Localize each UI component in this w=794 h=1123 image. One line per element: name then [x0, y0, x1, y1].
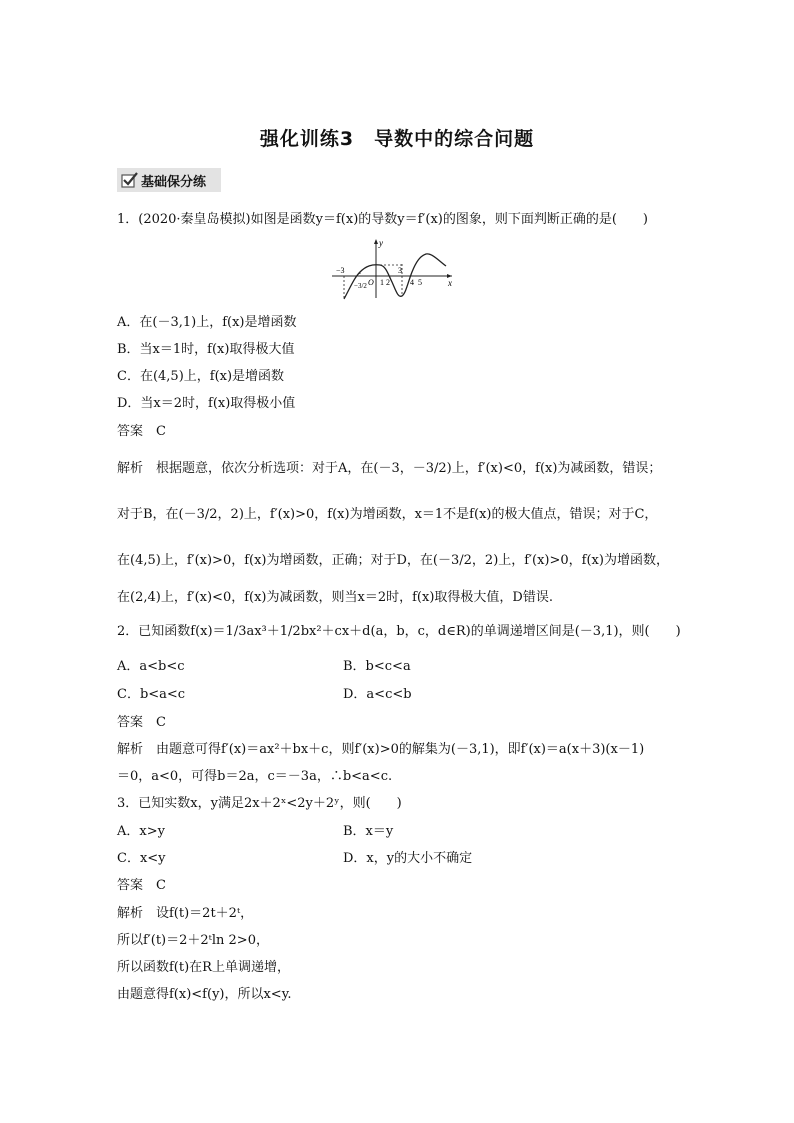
graph-label-2: 2 [386, 278, 390, 287]
q1-analysis-line-3: 在(4,5)上，f′(x)>0，f(x)为增函数，正确；对于D，在(－3/2，2)上，f′(x)>0，f(x)为增函数， [117, 553, 669, 568]
graph-label-1: 1 [380, 278, 384, 287]
q1-answer: 答案 C [117, 424, 166, 439]
derivative-graph [326, 236, 456, 300]
q1-option-b: B．当x＝1时，f(x)取得极大值 [117, 342, 295, 357]
q2-analysis-line-2: ＝0，a<0，可得b＝2a，c＝－3a，∴b<a<c. [117, 769, 393, 784]
q2-analysis-line-1: 解析 由题意可得f′(x)＝ax²＋bx＋c，则f′(x)>0的解集为(－3,1)，即f′(x)＝a(x＋3)(x－1) [117, 742, 645, 757]
q2-answer: 答案 C [117, 715, 166, 730]
q3-analysis-line-2: 所以f′(t)＝2＋2ᵗln 2>0， [117, 933, 269, 948]
graph-label-4: 4 [410, 278, 414, 287]
section-header [117, 168, 221, 192]
q2-option-b: B．b<c<a [343, 659, 411, 674]
graph-label-origin: O [368, 278, 374, 287]
graph-label-5: 5 [418, 278, 422, 287]
q3-answer: 答案 C [117, 878, 166, 893]
q3-analysis-line-1: 解析 设f(t)＝2t＋2ᵗ， [117, 906, 254, 921]
check-icon [120, 171, 138, 189]
q2-stem: 2．已知函数f(x)＝1/3ax³＋1/2bx²＋cx＋d(a，b，c，d∈R)的单调递增区间是(－3,1)，则( ) [117, 624, 681, 639]
graph-label-neg1-5: −3/2 [354, 282, 367, 290]
q2-option-c: C．b<a<c [117, 687, 186, 702]
q3-analysis-line-3: 所以函数f(t)在R上单调递增， [117, 960, 290, 975]
q1-analysis-line-2: 对于B，在(－3/2，2)上，f′(x)>0，f(x)为增函数，x＝1不是f(x)的极大值点，错误；对于C， [117, 507, 658, 522]
graph-label-neg3: −3 [336, 266, 345, 275]
q3-analysis-line-4: 由题意得f(x)<f(y)，所以x<y. [117, 987, 292, 1002]
q1-option-c: C．在(4,5)上，f(x)是增函数 [117, 369, 285, 384]
q1-option-d: D．当x＝2时，f(x)取得极小值 [117, 396, 296, 411]
q1-stem: 1．(2020·秦皇岛模拟)如图是函数y＝f(x)的导数y＝f′(x)的图象，则下面判断正确的是( ) [117, 212, 648, 227]
q2-option-d: D．a<c<b [343, 687, 412, 702]
graph-label-x: x [448, 278, 452, 288]
graph-label-y: y [379, 238, 383, 248]
q1-analysis-line-4: 在(2,4)上，f′(x)<0，f(x)为减函数，则当x＝2时，f(x)取得极大值，D错误. [117, 590, 553, 605]
section-label: 基础保分练 [141, 174, 207, 190]
q3-stem: 3．已知实数x，y满足2x＋2ˣ<2y＋2ʸ，则( ) [117, 796, 402, 811]
q3-option-c: C．x<y [117, 851, 166, 866]
q1-option-a: A．在(－3,1)上，f(x)是增函数 [117, 315, 297, 330]
q2-option-a: A．a<b<c [117, 659, 185, 674]
q3-option-b: B．x＝y [343, 824, 394, 839]
y-axis-arrow [374, 239, 378, 244]
page-title: 强化训练3 导数中的综合问题 [259, 128, 535, 150]
q1-analysis-line-1: 解析 根据题意，依次分析选项：对于A，在(－3，－3/2)上，f′(x)<0，f(x)为减函数，错误； [117, 461, 662, 476]
q3-option-a: A．x>y [117, 824, 165, 839]
q3-option-d: D．x，y的大小不确定 [343, 851, 473, 866]
graph-label-3: 3 [398, 266, 402, 275]
